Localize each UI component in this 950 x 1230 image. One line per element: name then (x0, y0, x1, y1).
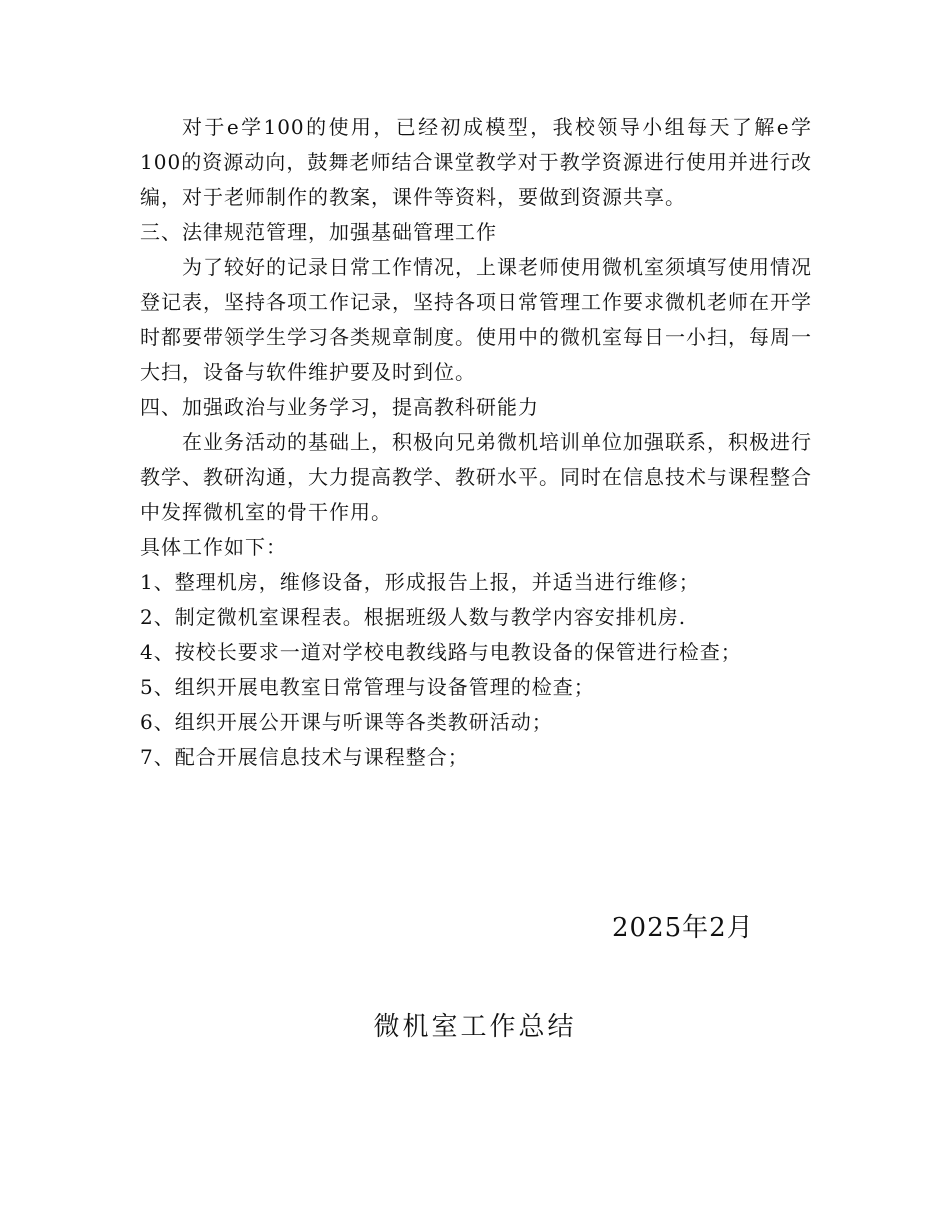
paragraph-research: 在业务活动的基础上，积极向兄弟微机培训单位加强联系，积极进行教学、教研沟通，大力提高教学、教研水平。同时在信息技术与课程整合中发挥微机室的骨干作用。 (140, 430, 812, 524)
document-date: 2025年2月 (612, 913, 754, 943)
document-body (140, 110, 812, 775)
list-item: 7、配合开展信息技术与课程整合； (140, 745, 469, 769)
section-heading-4: 四、加强政治与业务学习，提高教科研能力 (140, 395, 539, 419)
work-list (140, 565, 812, 775)
paragraph-management: 为了较好的记录日常工作情况，上课老师使用微机室须填写使用情况登记表，坚持各项工作记录，坚持各项日常管理工作要求微机老师在开学时都要带领学生学习各类规章制度。使用中的微机室每日一小扫，每周一大扫，设备与软件维护要及时到位。 (140, 255, 812, 384)
list-item: 4、按校长要求一道对学校电教线路与电教设备的保管进行检查； (140, 640, 742, 664)
list-item: 2、制定微机室课程表。根据班级人数与教学内容安排机房. (140, 605, 687, 629)
list-item: 6、组织开展公开课与听课等各类教研活动； (140, 710, 553, 734)
next-document-title: 微机室工作总结 (373, 1012, 577, 1042)
work-list-intro: 具体工作如下： (140, 535, 287, 559)
list-item: 5、组织开展电教室日常管理与设备管理的检查； (140, 675, 595, 699)
paragraph-e-learning: 对于e学100的使用，已经初成模型，我校领导小组每天了解e学100的资源动向，鼓舞老师结合课堂教学对于教学资源进行使用并进行改编，对于老师制作的教案，课件等资料，要做到资源共享。 (140, 115, 812, 209)
section-heading-3: 三、法律规范管理，加强基础管理工作 (140, 220, 497, 244)
list-item: 1、整理机房，维修设备，形成报告上报，并适当进行维修； (140, 570, 700, 594)
